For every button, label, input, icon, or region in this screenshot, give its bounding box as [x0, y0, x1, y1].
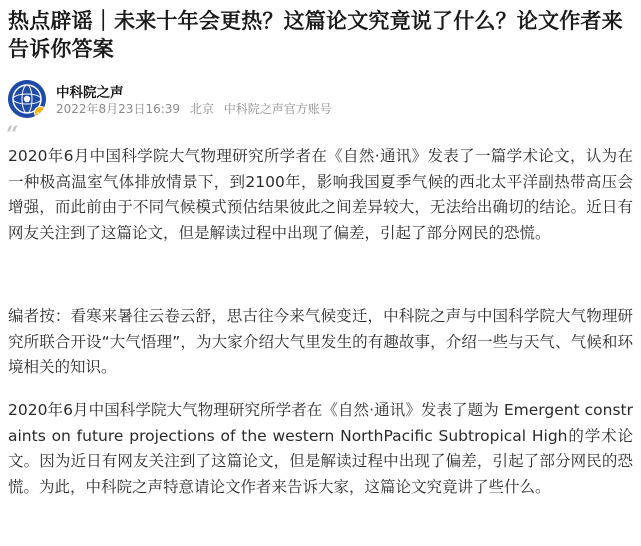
paragraph-1: 2020年6月中国科学院大气物理研究所学者在《自然·通讯》发表了一篇学术论文，认为在一种极高温室气体排放情景下，到2100年，影响我国夏季气候的西北太平洋副热带高压会增强，而此前由于不同气候模式预估结果彼此之间差异较大，无法给出确切的结论。近日有网友关注到了这篇论文，但是解读过程中出现了偏差，引起了部分网民的恐慌。 — [8, 147, 633, 242]
paragraph-3: 2020年6月中国科学院大气物理研究所学者在《自然·通讯》发表了题为 Emergent constraints on future projections of the western NorthPacific Subtropical High的学术论文。因为近日有网友关注到了这篇论文，但是解读过程中出现了偏差，引起了部分网民的恐慌。为此，中科院之声特意请论文作者来告诉大家，这篇论文究竟讲了些什么。 — [8, 401, 633, 496]
post-date: 2022年8月23日16:39 — [56, 102, 181, 116]
post-meta — [56, 100, 338, 117]
quote-mark-icon: “ — [6, 122, 19, 148]
author-name[interactable]: 中科院之声 — [56, 85, 124, 101]
verified-badge-icon — [34, 106, 46, 118]
account-type: 中科院之声官方账号 — [223, 102, 332, 116]
author-row[interactable] — [8, 80, 628, 120]
paragraph-2: 编者按：看寒来暑往云卷云舒，思古往今来气候变迁，中科院之声与中国科学院大气物理研究所联合开设“大气悟理”，为大家介绍大气里发生的有趣故事，介绍一些与天气、气候和环境相关的知识。 — [8, 307, 633, 376]
article-title: 热点辟谣｜未来十年会更热？这篇论文究竟说了什么？论文作者来告诉你答案 — [8, 9, 623, 61]
post-location: 北京 — [189, 102, 214, 116]
cas-logo-icon[interactable] — [8, 80, 46, 118]
